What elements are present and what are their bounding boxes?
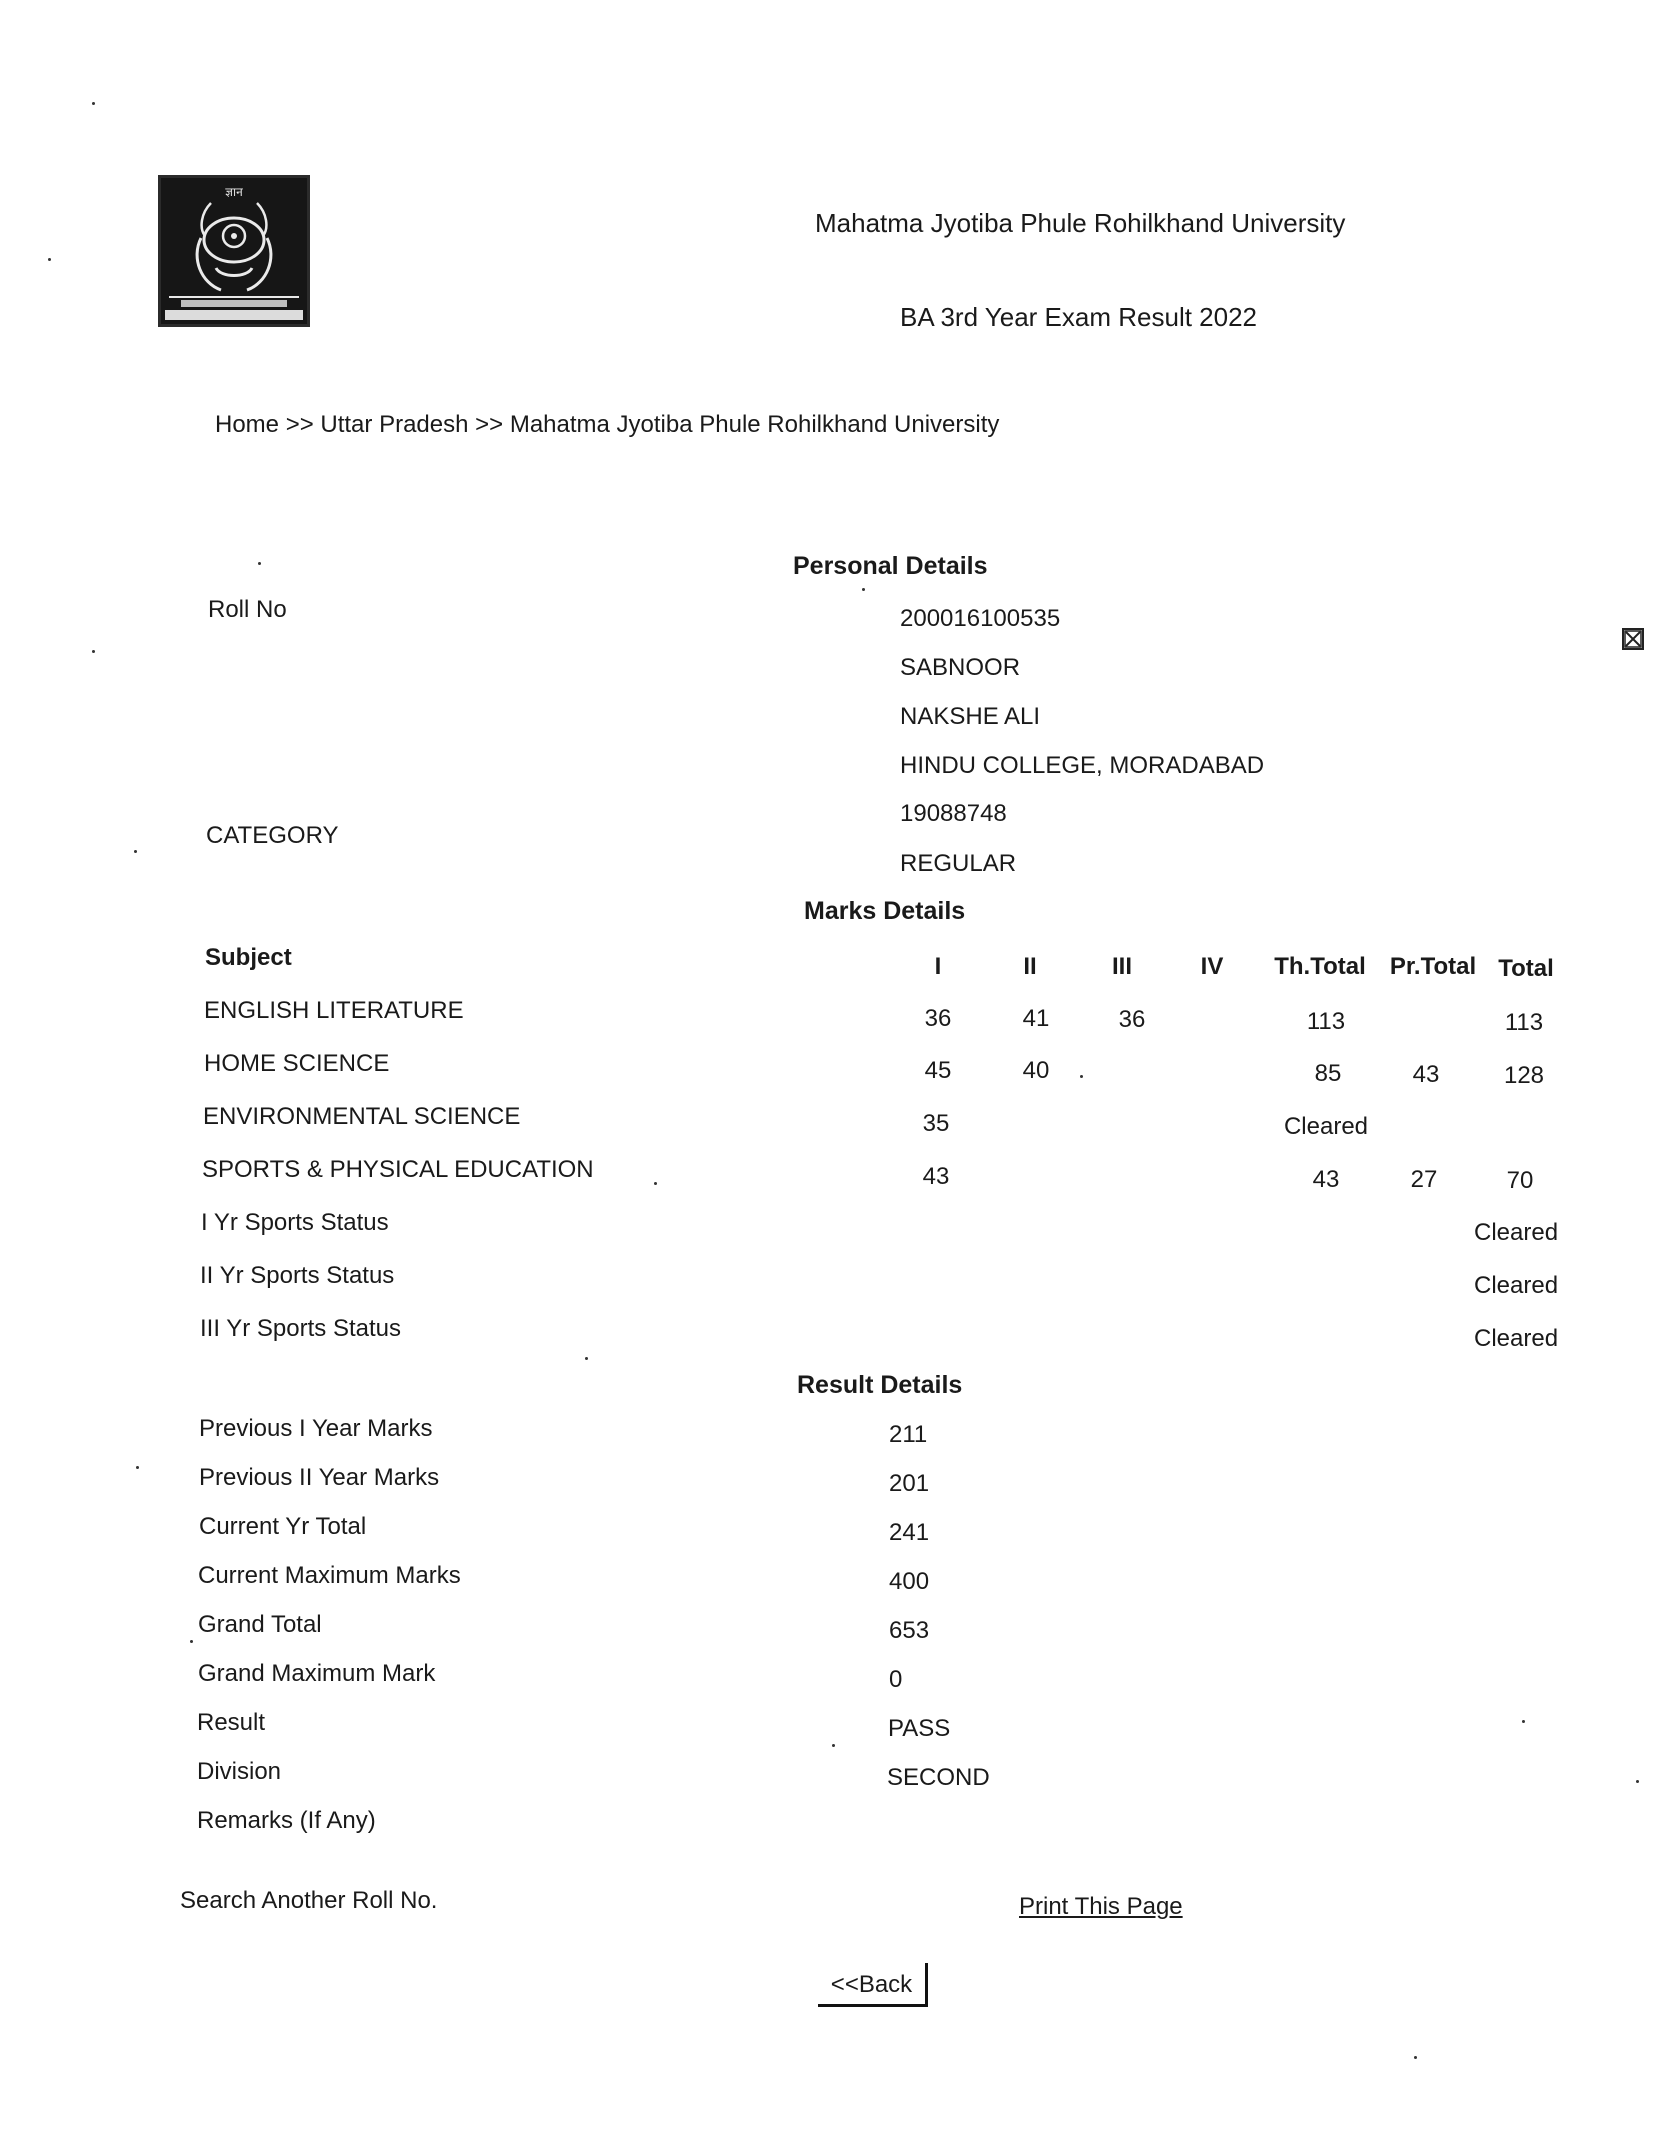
result-label: Result [197, 1709, 266, 1736]
personal-details-heading: Personal Details [793, 552, 988, 580]
scan-speck [92, 650, 95, 653]
student-name-value: SABNOOR [900, 654, 1021, 681]
col-total: Total [1498, 955, 1554, 982]
mark-i: 36 [924, 1005, 952, 1032]
col-iv: IV [1200, 953, 1224, 980]
th-total: Cleared [1283, 1113, 1369, 1140]
col-iii: III [1111, 953, 1132, 980]
mark-i: 35 [922, 1110, 950, 1137]
result-value: PASS [888, 1715, 951, 1742]
university-name: Mahatma Jyotiba Phule Rohilkhand University [815, 208, 1346, 238]
back-button[interactable]: <<Back [818, 1963, 928, 2007]
svg-text:ज्ञान: ज्ञान [225, 185, 243, 199]
previous-i-year-value: 211 [889, 1421, 928, 1448]
sports-status-value: Cleared [1474, 1272, 1559, 1299]
sports-status-label: II Yr Sports Status [200, 1262, 395, 1289]
subject-name: ENVIRONMENTAL SCIENCE [203, 1103, 521, 1130]
breadcrumb[interactable]: Home >> Uttar Pradesh >> Mahatma Jyotiba Phule Rohilkhand University [215, 411, 1000, 438]
scan-speck [585, 1357, 588, 1360]
exam-title: BA 3rd Year Exam Result 2022 [900, 302, 1258, 332]
scan-speck [1522, 1720, 1525, 1723]
current-yr-total-value: 241 [889, 1519, 930, 1546]
pr-total: 43 [1412, 1061, 1440, 1088]
col-ii: II [1023, 953, 1037, 980]
th-total: 85 [1314, 1060, 1342, 1087]
scan-speck [654, 1182, 657, 1185]
total: 113 [1504, 1009, 1544, 1036]
sports-status-label: III Yr Sports Status [200, 1315, 401, 1342]
th-total: 113 [1306, 1008, 1346, 1035]
sports-status-label: I Yr Sports Status [201, 1209, 389, 1236]
scan-speck [832, 1744, 835, 1747]
scan-speck [1080, 1075, 1083, 1078]
current-max-marks-label: Current Maximum Marks [198, 1562, 461, 1589]
subject-name: ENGLISH LITERATURE [204, 997, 464, 1024]
grand-total-value: 653 [889, 1617, 930, 1644]
mark-i: 43 [922, 1163, 950, 1190]
mark-ii: 40 [1022, 1057, 1050, 1084]
search-another-roll-link[interactable]: Search Another Roll No. [180, 1887, 438, 1914]
university-logo [158, 175, 310, 327]
grand-max-mark-value: 0 [889, 1666, 903, 1693]
col-pr-total: Pr.Total [1389, 953, 1477, 980]
subject-name: SPORTS & PHYSICAL EDUCATION [202, 1156, 594, 1183]
previous-ii-year-value: 201 [889, 1470, 930, 1497]
division-label: Division [197, 1758, 282, 1785]
result-details-heading: Result Details [797, 1371, 963, 1399]
scan-speck [1636, 1780, 1639, 1783]
scan-speck [190, 1640, 193, 1643]
mark-i: 45 [924, 1057, 952, 1084]
col-th-total: Th.Total [1274, 953, 1366, 980]
scan-speck [862, 588, 865, 591]
father-name-value: NAKSHE ALI [900, 703, 1041, 730]
sports-status-value: Cleared [1474, 1219, 1559, 1246]
th-total: 43 [1312, 1166, 1340, 1193]
scan-speck [258, 562, 261, 565]
mark-ii: 41 [1022, 1005, 1050, 1032]
grand-total-label: Grand Total [198, 1611, 322, 1638]
roll-no-value: 200016100535 [900, 605, 1061, 632]
division-value: SECOND [887, 1764, 990, 1791]
total: 70 [1506, 1167, 1534, 1194]
print-page-link[interactable]: Print This Page [1019, 1893, 1183, 1920]
college-value: HINDU COLLEGE, MORADABAD [900, 752, 1265, 779]
subject-name: HOME SCIENCE [204, 1050, 390, 1077]
scan-speck [134, 850, 137, 853]
col-i: I [934, 953, 942, 980]
scan-speck [1414, 2056, 1417, 2059]
scan-speck [92, 102, 95, 105]
col-subject: Subject [205, 944, 292, 971]
scan-speck [48, 258, 51, 261]
category-value: REGULAR [900, 850, 1017, 877]
mark-iii: 36 [1118, 1006, 1146, 1033]
grand-max-mark-label: Grand Maximum Mark [198, 1660, 436, 1687]
sports-status-value: Cleared [1474, 1325, 1559, 1352]
roll-no-label: Roll No [208, 596, 287, 623]
broken-image-icon [1622, 628, 1644, 650]
total: 128 [1503, 1062, 1545, 1089]
current-max-marks-value: 400 [889, 1568, 930, 1595]
previous-ii-year-label: Previous II Year Marks [199, 1464, 440, 1491]
marks-details-heading: Marks Details [804, 897, 966, 925]
current-yr-total-label: Current Yr Total [199, 1513, 367, 1540]
pr-total: 27 [1410, 1166, 1438, 1193]
remarks-label: Remarks (If Any) [197, 1807, 376, 1834]
category-label: CATEGORY [206, 822, 339, 849]
enrollment-value: 19088748 [900, 800, 1007, 827]
scan-speck [136, 1466, 139, 1469]
previous-i-year-label: Previous I Year Marks [199, 1415, 433, 1442]
